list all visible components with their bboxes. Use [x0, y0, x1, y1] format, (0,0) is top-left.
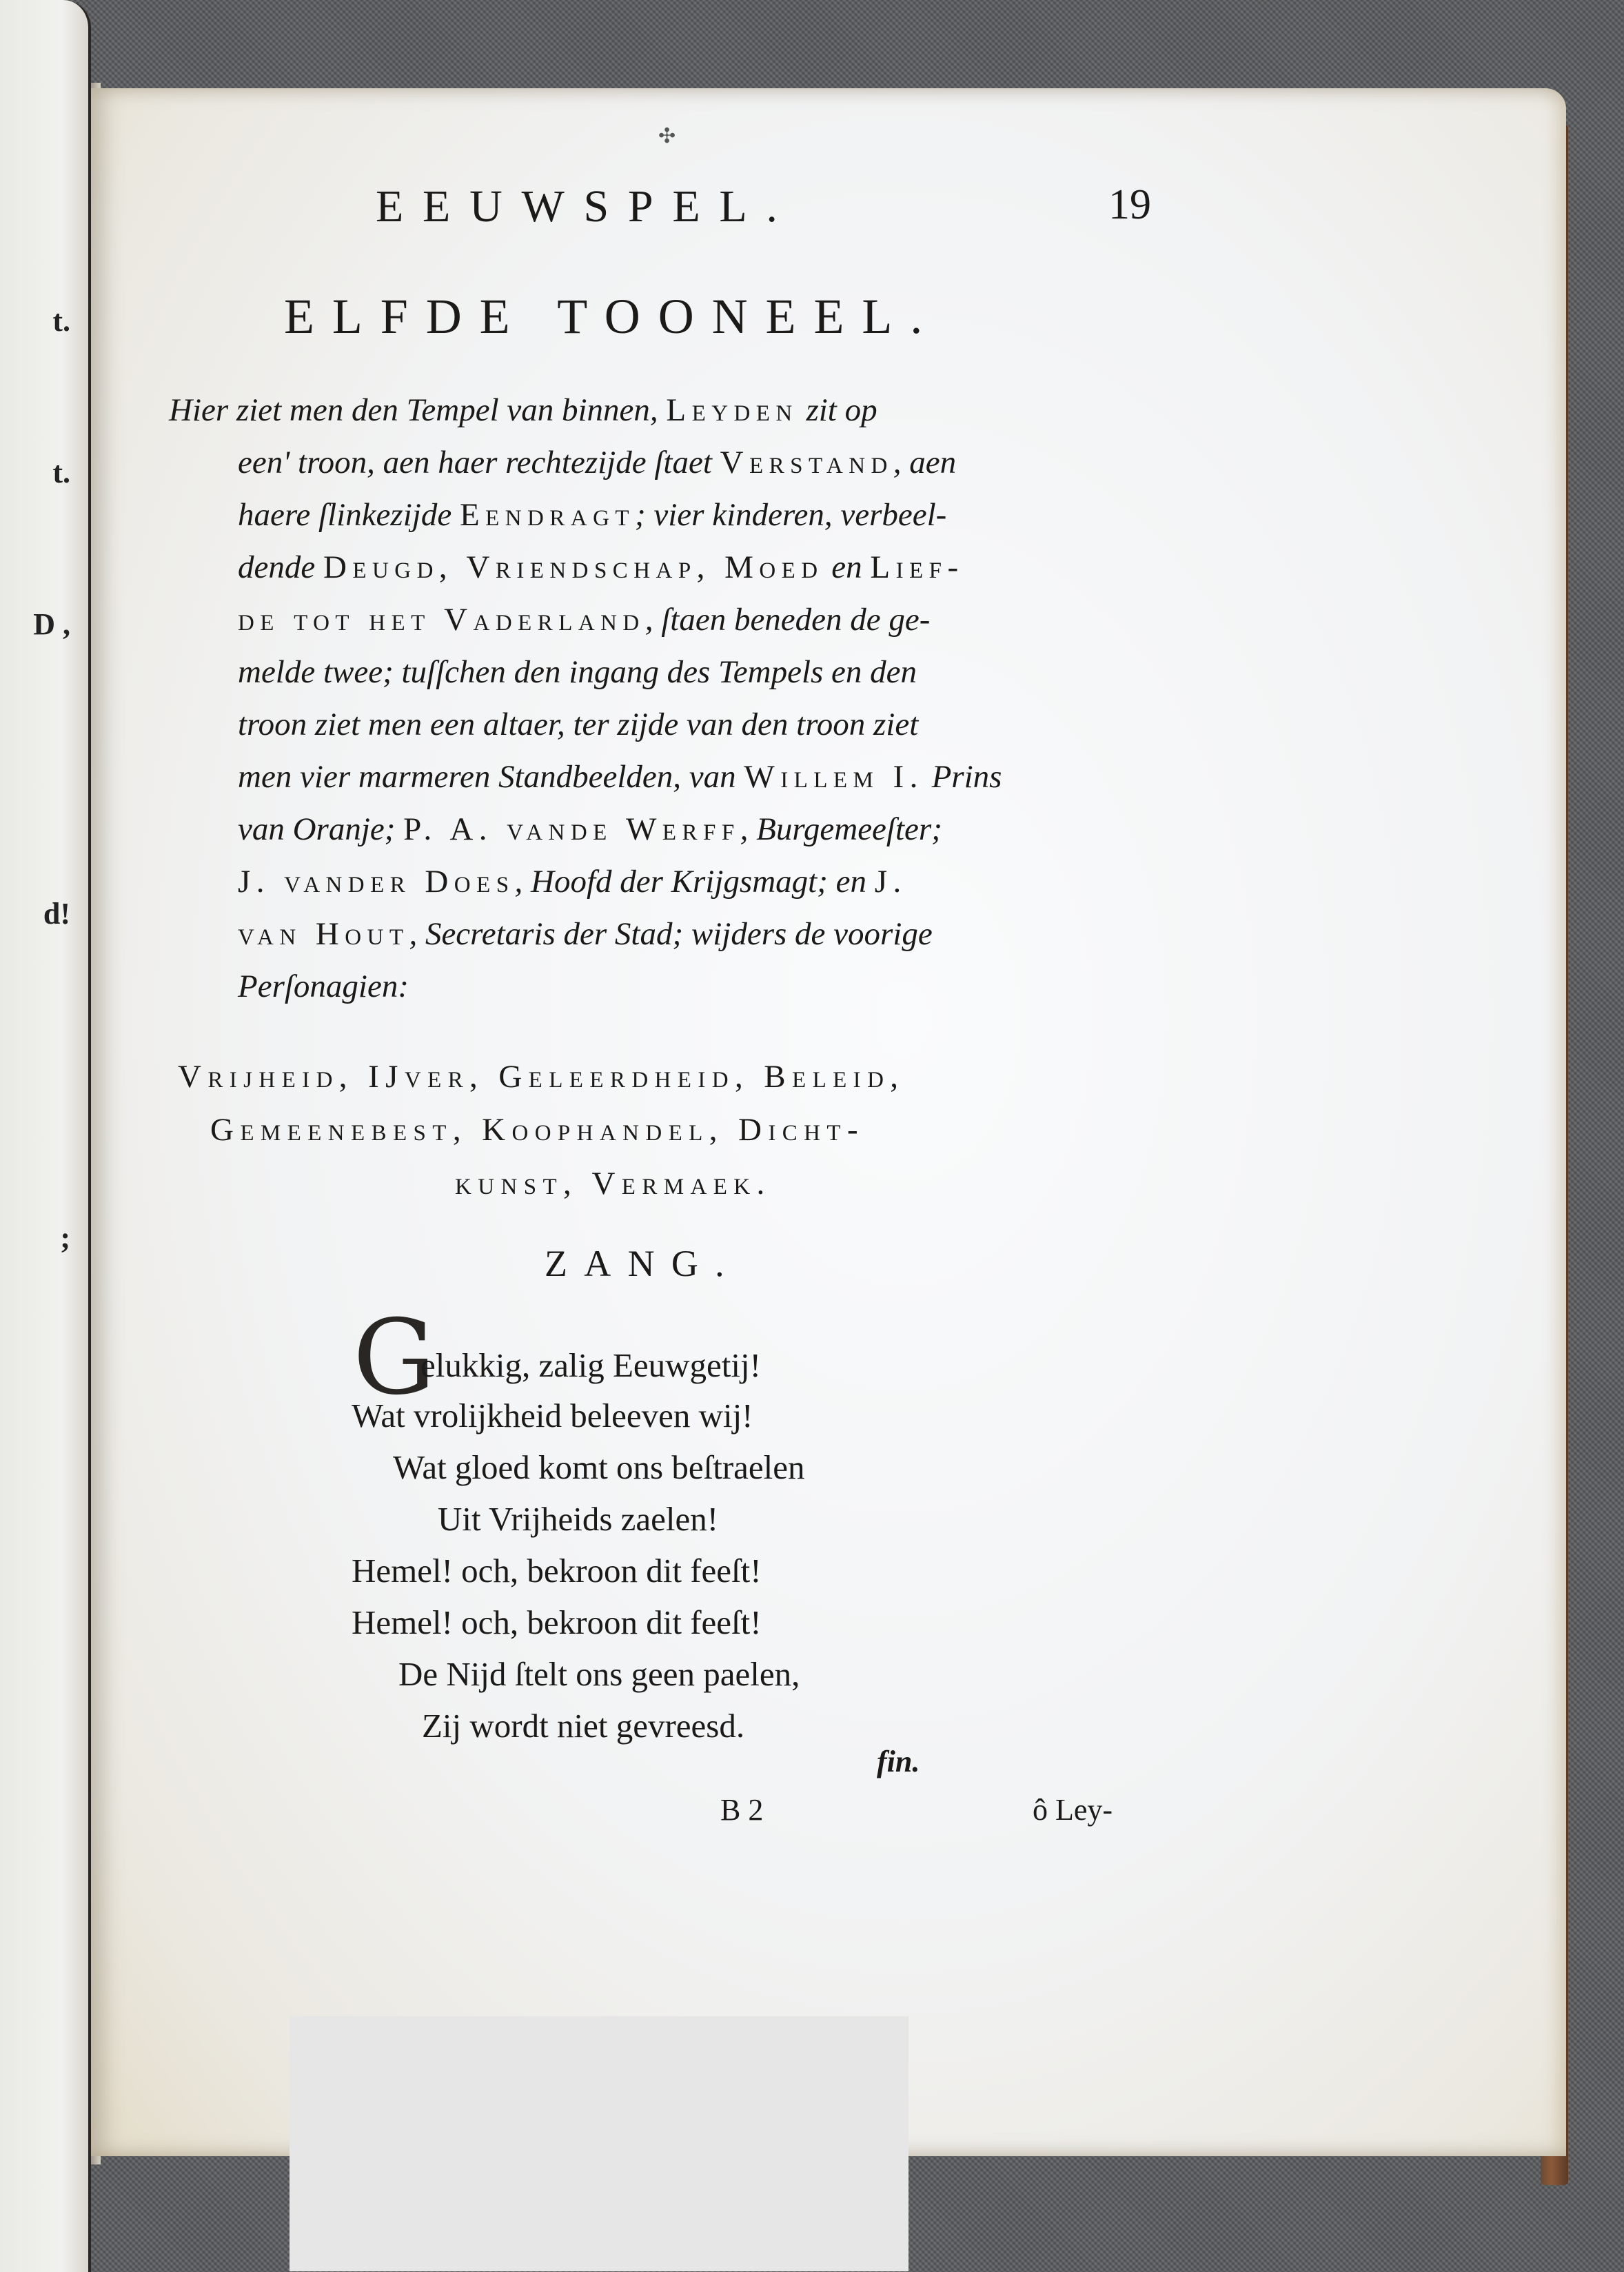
verse-line: Hemel! och, bekroon dit feeſt!	[352, 1552, 762, 1590]
direction-text: zit op	[798, 392, 877, 428]
character-name: J. vander Does	[238, 864, 515, 900]
direction-text: en	[823, 549, 871, 585]
characters-line: kunst, Vermaek.	[455, 1166, 771, 1201]
verse-line: Wat vrolijkheid beleeven wij!	[352, 1397, 753, 1434]
stage-direction-line	[238, 496, 946, 534]
character-name: Deugd, Vriendschap, Moed	[323, 549, 824, 585]
running-head: EEUWSPEL.	[376, 181, 797, 232]
signature-mark: B 2	[720, 1793, 764, 1827]
direction-text: ; vier kinderen, verbeel-	[634, 497, 947, 533]
direction-text: Prins	[923, 759, 1002, 795]
stage-direction-line	[169, 392, 877, 429]
verse-line: Uit Vrijheids zaelen!	[438, 1500, 719, 1538]
verse-line: Hemel! och, bekroon dit feeſt!	[352, 1603, 762, 1641]
direction-text: men vier marmeren Standbeelden, van	[238, 759, 744, 795]
character-name: P. A. vande Werff	[403, 811, 740, 847]
page-number: 19	[1108, 181, 1151, 228]
direction-text: een' troon, aen haer rechtezijde ſtaet	[238, 445, 720, 480]
direction-text: troon ziet men een altaer, ter zijde van den troon ziet	[238, 707, 919, 742]
left-page-fragment: D ,	[33, 607, 70, 641]
verse-line: Zij wordt niet gevreesd.	[422, 1707, 745, 1745]
fin-mark: fin.	[877, 1745, 920, 1778]
character-name: Leyden	[666, 392, 798, 428]
catchword: ô Ley-	[1033, 1793, 1113, 1827]
characters-line: Gemeenebest, Koophandel, Dicht-	[210, 1112, 865, 1148]
direction-text: , ſtaen beneden de ge-	[644, 602, 931, 638]
stage-direction-line	[238, 915, 933, 953]
character-name: Willem I.	[744, 759, 924, 795]
left-page-fragment: d!	[43, 897, 70, 931]
stage-direction-line	[238, 811, 942, 848]
direction-text: , Secretaris der Stad; wijders de voorige	[409, 916, 933, 952]
stage-direction-line	[238, 444, 956, 481]
verse-line: elukkig, zalig Eeuwgetij!	[420, 1346, 761, 1384]
direction-text: van Oranje;	[238, 811, 404, 847]
character-name: de tot het Vaderland	[238, 602, 645, 638]
direction-text: , Burgemeeſter;	[740, 811, 942, 847]
direction-text: dende	[238, 549, 323, 585]
ornament-mark: ✣	[658, 125, 676, 148]
direction-text: , Hoofd der Krijgsmagt; en	[514, 864, 875, 900]
drop-cap: G	[353, 1298, 436, 1418]
stage-direction-line	[238, 601, 930, 638]
direction-text: haere ſlinkezijde	[238, 497, 460, 533]
character-name: J.	[874, 864, 907, 900]
song-title: ZANG.	[545, 1243, 741, 1284]
direction-text: , aen	[893, 445, 957, 480]
left-page-fragment: t.	[52, 456, 70, 489]
character-name: Lief-	[870, 549, 964, 585]
verse-line: Wat gloed komt ons beſtraelen	[393, 1448, 805, 1486]
left-page-fragment: t.	[52, 304, 70, 338]
character-name: van Hout	[238, 916, 409, 952]
redaction-box	[290, 2016, 909, 2271]
character-name: Verstand	[720, 445, 893, 480]
stage-direction-line	[238, 863, 907, 900]
left-page-edge	[0, 0, 91, 2272]
direction-text: Hier ziet men den Tempel van binnen,	[169, 392, 667, 428]
stage-direction-line	[238, 653, 917, 691]
stage-direction-line	[238, 758, 1002, 795]
stage-direction-line	[238, 968, 409, 1005]
character-name: Eendragt	[459, 497, 635, 533]
characters-line: Vrijheid, IJver, Geleerdheid, Beleid,	[178, 1059, 905, 1095]
left-page-fragment: ;	[60, 1221, 70, 1255]
scene-title: ELFDE TOONEEL.	[284, 289, 941, 344]
direction-text: melde twee; tuſſchen den ingang des Tempels en den	[238, 654, 917, 690]
verse-line: De Nijd ſtelt ons geen paelen,	[398, 1655, 800, 1693]
stage-direction-line	[238, 549, 964, 586]
stage-direction-line	[238, 706, 918, 743]
direction-text: Perſonagien:	[238, 968, 409, 1004]
